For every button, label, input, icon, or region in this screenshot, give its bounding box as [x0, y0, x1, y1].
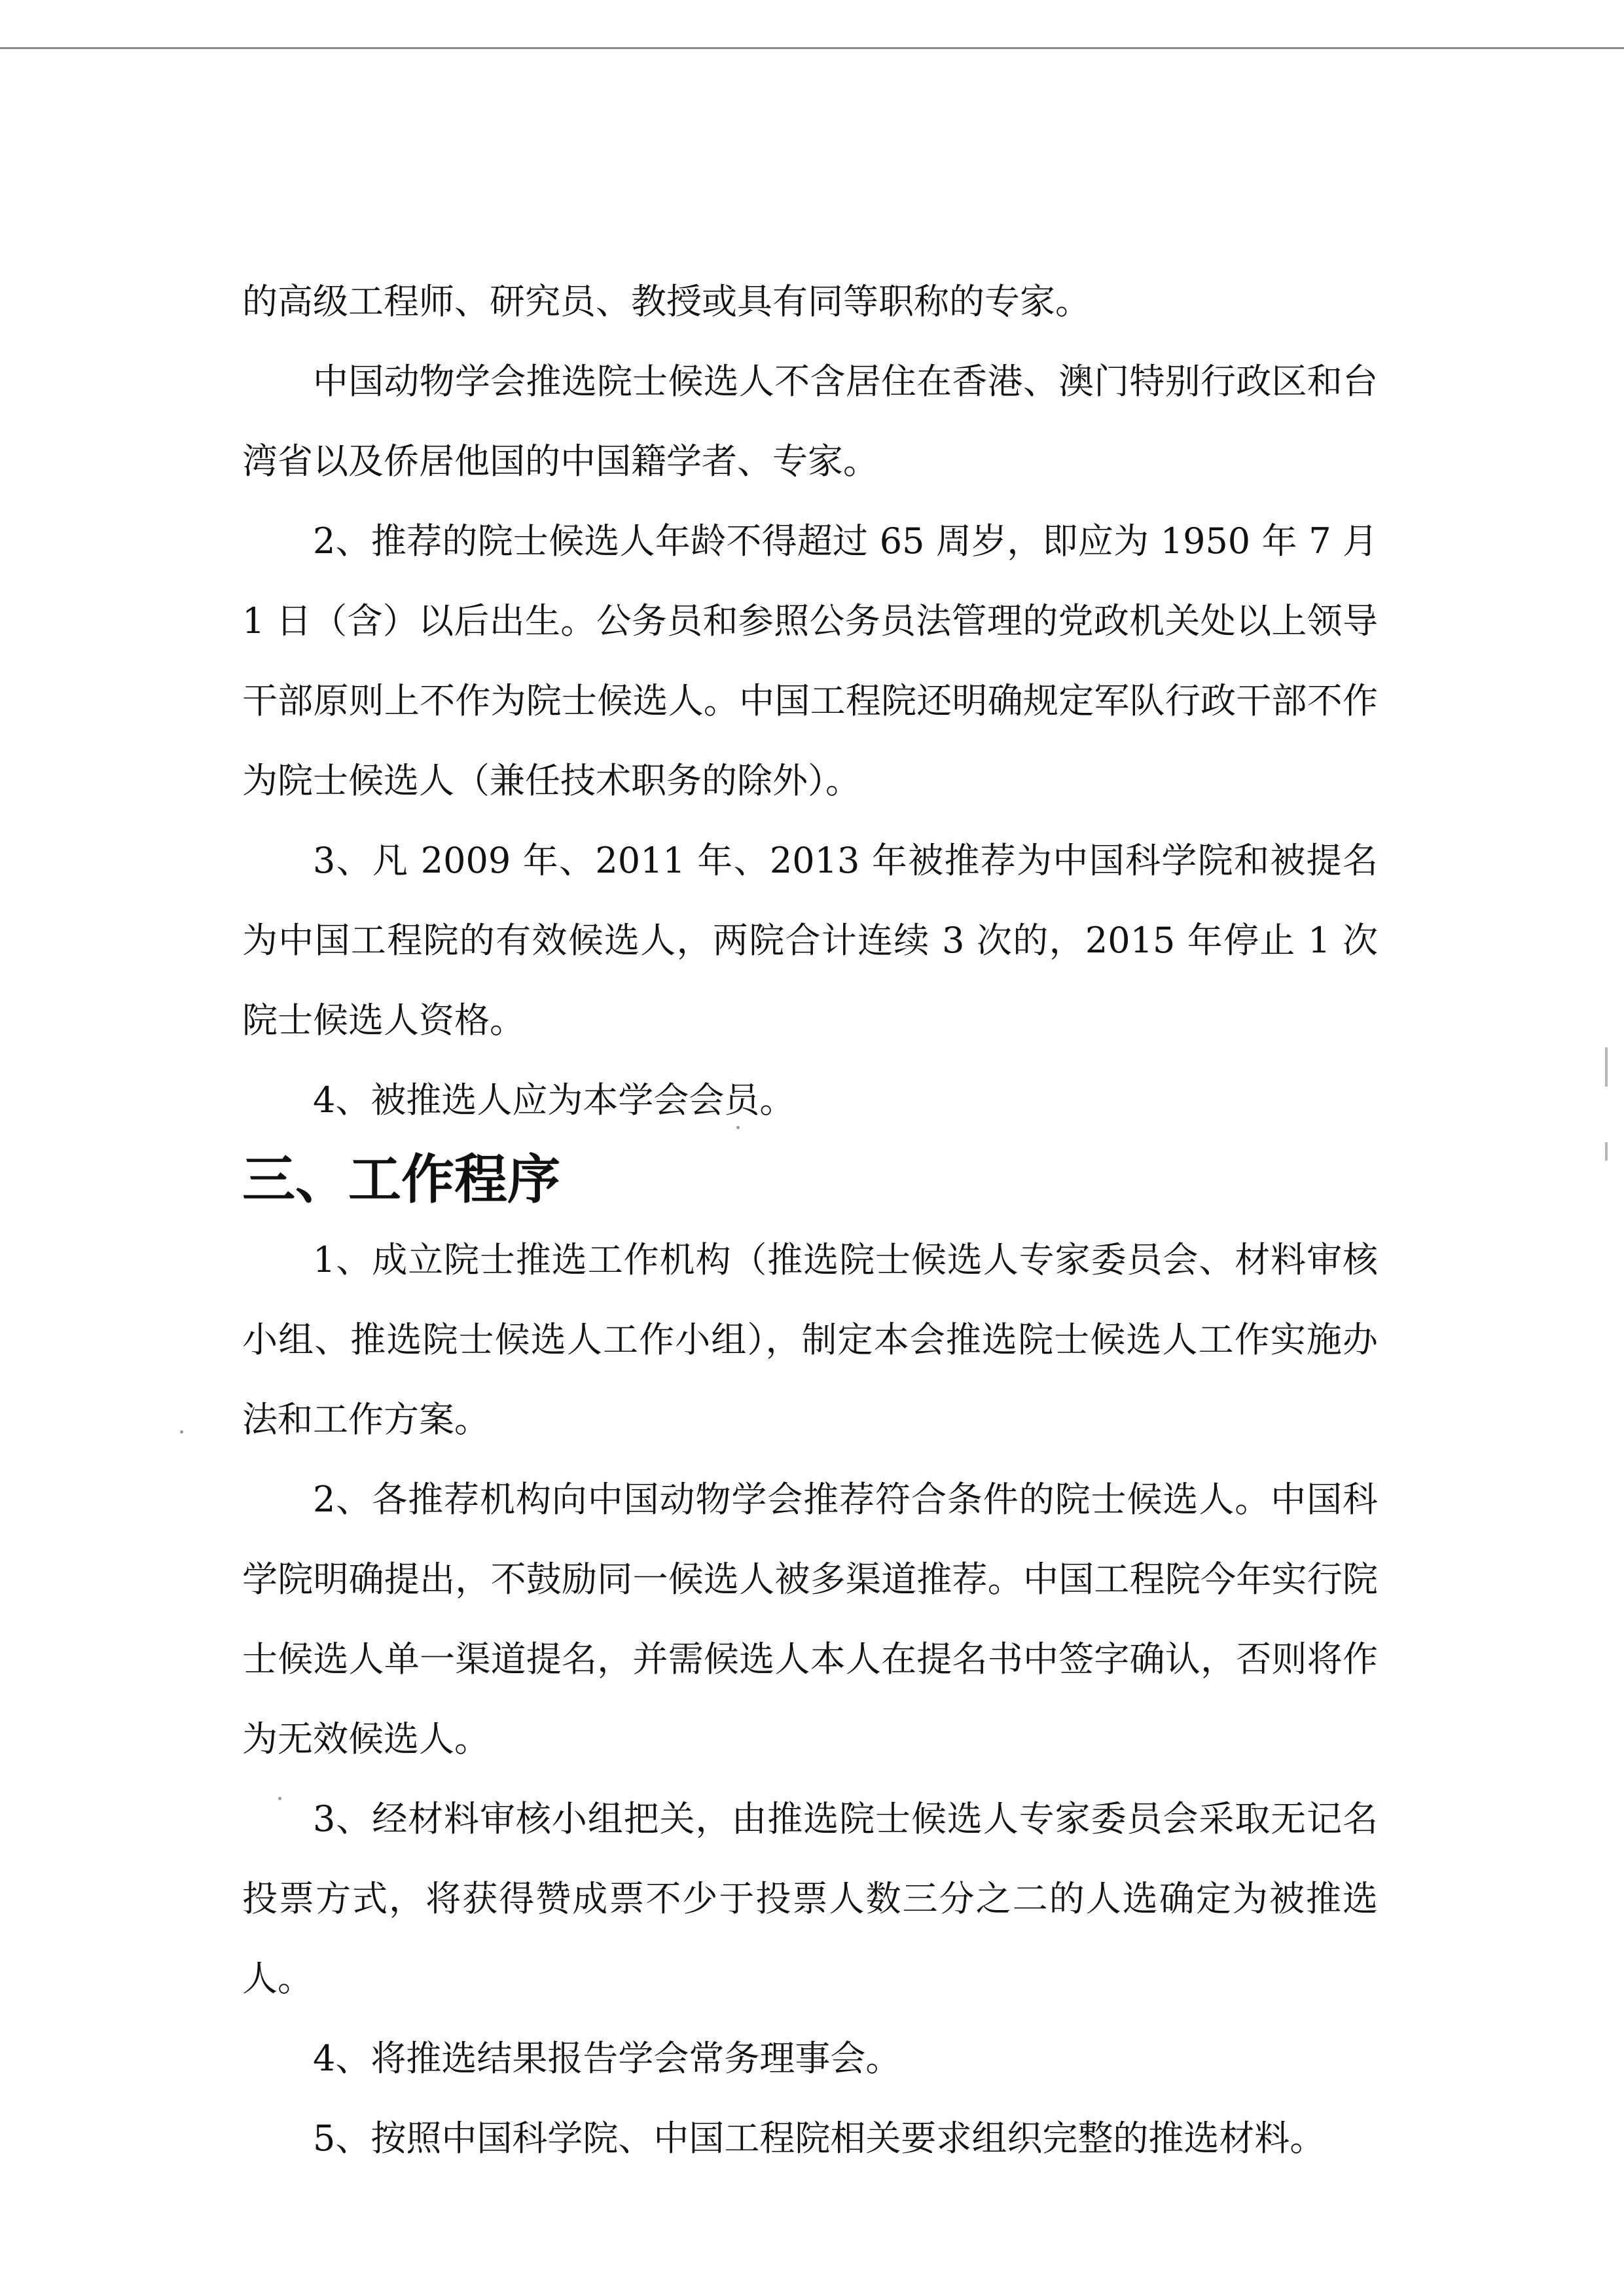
- procedure-step-1: 1、成立院士推选工作机构（推选院士候选人专家委员会、材料审核小组、推选院士候选人工作小组），制定本会推选院士候选人工作实施办法和工作方案。: [242, 1239, 1378, 1440]
- scan-edge-mark: [1605, 1142, 1608, 1161]
- procedure-step-3: 3、经材料审核小组把关，由推选院士候选人专家委员会采取无记名投票方式，将获得赞成票不少于投票人数三分之二的人选确定为被推选人。: [242, 1798, 1378, 1999]
- procedure-step-2: 2、各推荐机构向中国动物学会推荐符合条件的院士候选人。中国科学院明确提出，不鼓励同一候选人被多渠道推荐。中国工程院今年实行院士候选人单一渠道提名，并需候选人本人在提名书中签字确认，否则将作为无效候选人。: [242, 1479, 1378, 1760]
- scan-speck: [180, 1430, 183, 1434]
- paragraph-residence-exclusion: 中国动物学会推选院士候选人不含居住在香港、澳门特别行政区和台湾省以及侨居他国的中国籍学者、专家。: [242, 361, 1378, 482]
- document-body: [242, 262, 1378, 2178]
- section-heading-procedure: 三、工作程序: [242, 1149, 561, 1211]
- paragraph-consecutive-nomination: 3、凡 2009 年、2011 年、2013 年被推荐为中国科学院和被提名为中国工程院的有效候选人，两院合计连续 3 次的，2015 年停止 1 次院士候选人资格。: [242, 840, 1378, 1041]
- paragraph-membership: 4、被推选人应为本学会会员。: [313, 1079, 795, 1121]
- scan-edge-mark: [1605, 1047, 1608, 1087]
- procedure-step-5: 5、按照中国科学院、中国工程院相关要求组织完整的推选材料。: [313, 2118, 1326, 2159]
- paragraph-continuation: 的高级工程师、研究员、教授或具有同等职称的专家。: [242, 281, 1091, 322]
- procedure-step-4: 4、将推选结果报告学会常务理事会。: [313, 2038, 901, 2079]
- paragraph-age-limit: 2、推荐的院士候选人年龄不得超过 65 周岁，即应为 1950 年 7 月 1 日（含）以后出生。公务员和参照公务员法管理的党政机关处以上领导干部原则上不作为院士候选人。中国工程院还明确规定军队行政干部不作为院士候选人（兼任技术职务的除外）。: [242, 520, 1378, 801]
- scan-border-line: [0, 47, 1624, 49]
